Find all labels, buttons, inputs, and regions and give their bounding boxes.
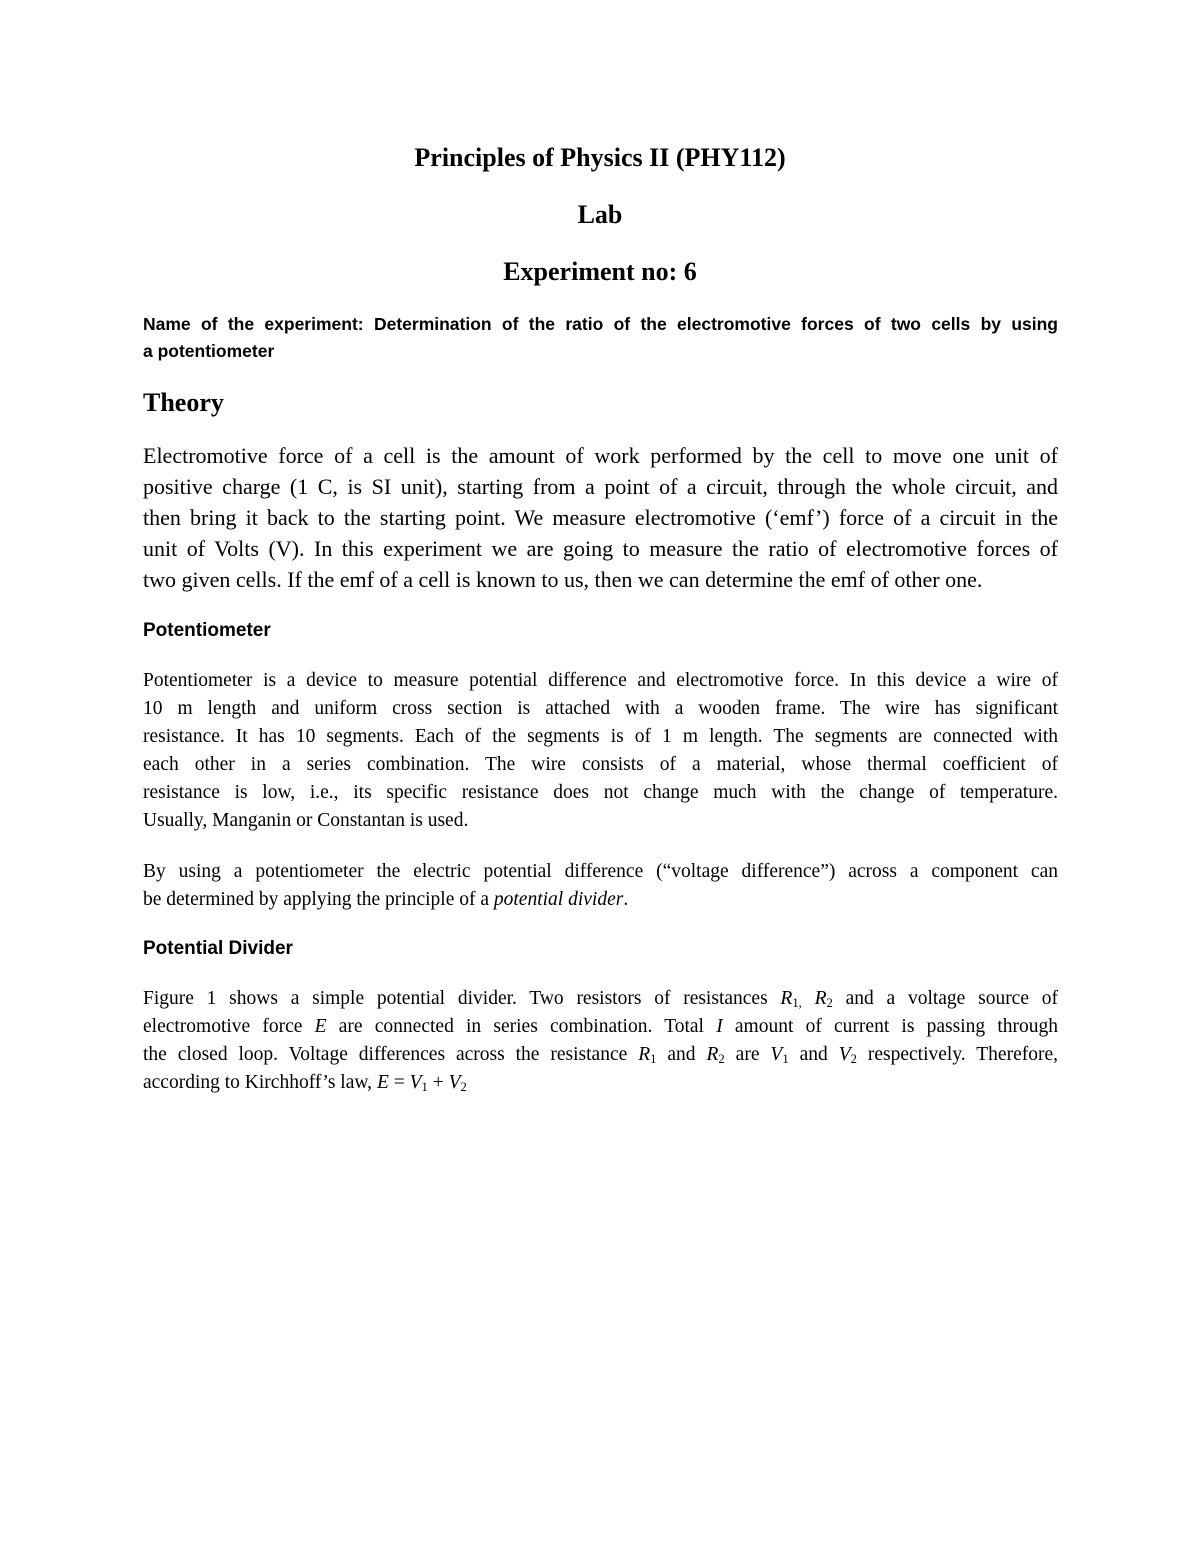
potentiometer-line: resistance is low, i.e., its specific resistance does not change much with the change of temperature.: [143, 782, 1058, 803]
experiment-name-line-1: Name of the experiment: Determination of the ratio of the electromotive forces of two cells by using: [143, 314, 1058, 334]
course-title: Principles of Physics II (PHY112): [414, 143, 786, 172]
potential-divider-heading: Potential Divider: [143, 938, 293, 959]
experiment-number: Experiment no: 6: [503, 257, 697, 286]
theory-line: unit of Volts (V). In this experiment we are going to measure the ratio of electromotive forces of: [143, 536, 1058, 561]
divider-line: electromotive force E are connected in series combination. Total I amount of current is passing through: [143, 1016, 1059, 1037]
experiment-name-line-2: a potentiometer: [143, 341, 275, 361]
potentiometer-line: Usually, Manganin or Constantan is used.: [143, 810, 469, 831]
potentiometer-line: 10 m length and uniform cross section is attached with a wooden frame. The wire has significant: [143, 698, 1058, 719]
divider-line: the closed loop. Voltage differences across the resistance $R_1$ and $R_2$ are $V_1$ and $V_2$ respectively. Therefore,: [143, 1044, 1058, 1067]
theory-line: then bring it back to the starting point. We measure electromotive (‘emf’) force of a circuit in the: [143, 505, 1058, 530]
potentiometer-line: Potentiometer is a device to measure potential difference and electromotive force. In this device a wire of: [143, 670, 1058, 691]
experiment-name: [143, 311, 1063, 365]
potentiometer-heading: Potentiometer: [143, 620, 271, 641]
potentiometer-line: each other in a series combination. The wire consists of a material, whose thermal coefficient of: [143, 754, 1058, 775]
lab-heading: Lab: [577, 200, 623, 229]
theory-line: Electromotive force of a cell is the amount of work performed by the cell to move one unit of: [143, 443, 1058, 468]
divider-line: Figure 1 shows a simple potential divider. Two resistors of resistances $R_{1,}$ $R_2$ and a voltage source of: [143, 988, 1058, 1011]
theory-line: positive charge (1 C, is SI unit), starting from a point of a circuit, through the whole circuit, and: [143, 474, 1058, 499]
theory-line: two given cells. If the emf of a cell is known to us, then we can determine the emf of other one.: [143, 567, 983, 592]
potentiometer-line: resistance. It has 10 segments. Each of the segments is of 1 m length. The segments are connected with: [143, 726, 1058, 747]
theory-heading: Theory: [143, 388, 224, 417]
intro-line: By using a potentiometer the electric potential difference (“voltage difference”) across a component can: [143, 861, 1058, 882]
kirchhoff-equation-line: according to Kirchhoff’s law, $E = V_1 + V_2$: [143, 1072, 467, 1095]
potential-divider-term: potential divider: [493, 889, 624, 910]
intro-line: be determined by applying the principle of a potential divider.: [143, 889, 629, 910]
